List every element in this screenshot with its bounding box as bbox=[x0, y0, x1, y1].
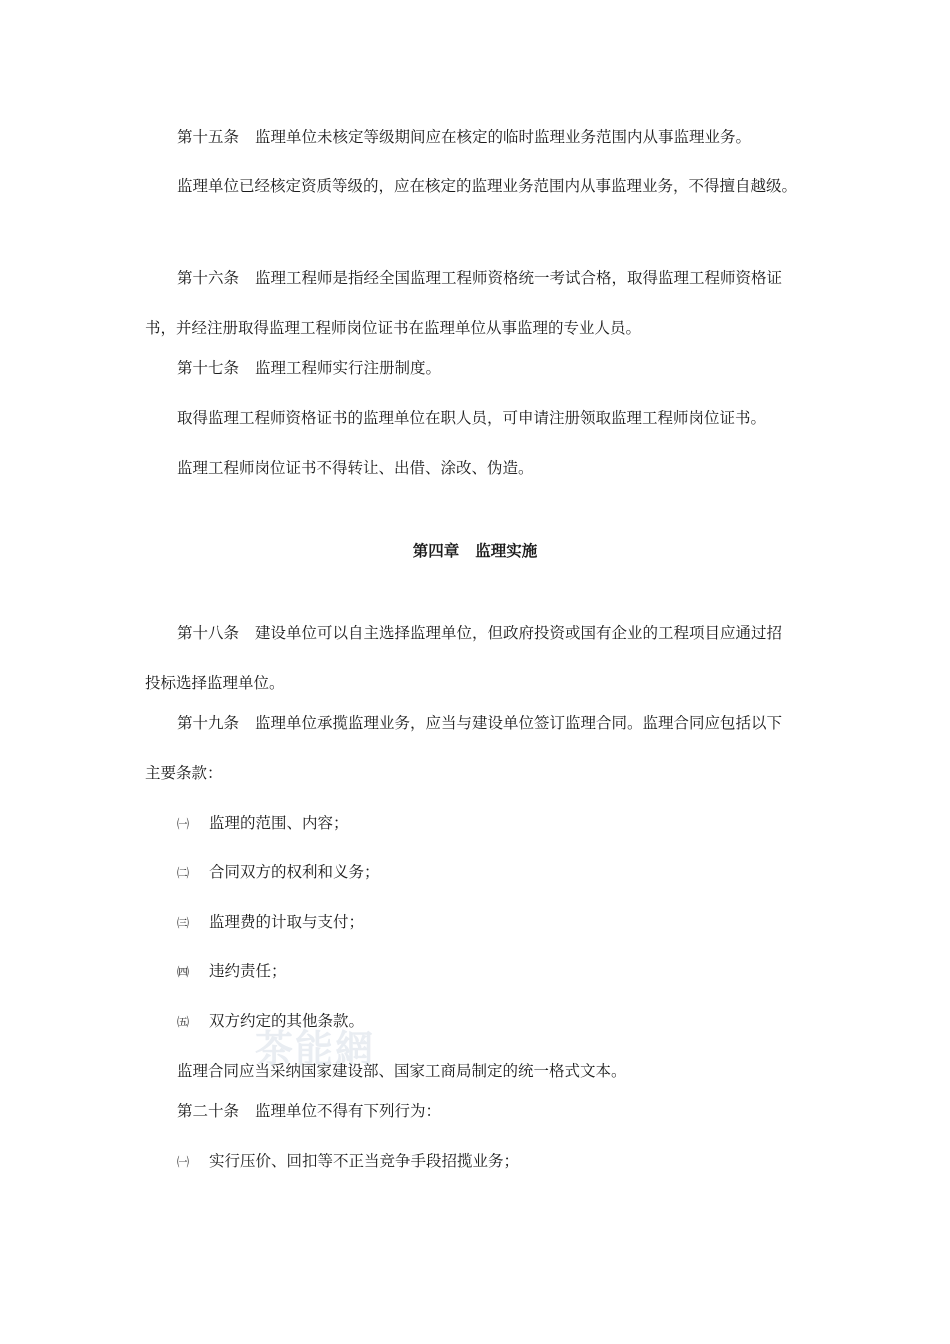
article-16 bbox=[177, 268, 782, 288]
article-15-text: 监理单位未核定等级期间应在核定的临时监理业务范围内从事监理业务。 bbox=[255, 128, 752, 146]
list-item bbox=[177, 813, 349, 834]
list-item-text: 合同双方的权利和义务； bbox=[209, 863, 380, 881]
list-item-text: 监理的范围、内容； bbox=[209, 814, 349, 832]
list-item bbox=[177, 1011, 364, 1032]
article-20-text: 监理单位不得有下列行为： bbox=[255, 1102, 442, 1120]
list-item-text: 违约责任； bbox=[209, 962, 287, 980]
list-item bbox=[177, 862, 380, 883]
article-16-label: 第十六条 bbox=[177, 269, 240, 287]
list-item-number: ㈣ bbox=[177, 965, 190, 979]
list-item-number: ㈡ bbox=[177, 866, 190, 880]
article-20-label: 第二十条 bbox=[177, 1102, 240, 1120]
article-17-label: 第十七条 bbox=[177, 359, 240, 377]
article-17 bbox=[177, 358, 441, 378]
article-16-continuation: 书，并经注册取得监理工程师岗位证书在监理单位从事监理的专业人员。 bbox=[145, 319, 642, 337]
list-item-text: 双方约定的其他条款。 bbox=[209, 1012, 365, 1030]
list-item-number: ㈠ bbox=[177, 1155, 190, 1169]
article-19-continuation: 主要条款： bbox=[145, 764, 223, 782]
list-item-number: ㈢ bbox=[177, 916, 190, 930]
list-item-text: 实行压价、回扣等不正当竞争手段招揽业务； bbox=[209, 1152, 520, 1170]
article-20 bbox=[177, 1101, 441, 1121]
list-item-number: ㈠ bbox=[177, 817, 190, 831]
list-item bbox=[177, 1151, 519, 1172]
chapter-label: 第四章 bbox=[412, 541, 460, 560]
list-item bbox=[177, 961, 287, 982]
article-17-paragraph-2: 取得监理工程师资格证书的监理单位在职人员，可申请注册领取监理工程师岗位证书。 bbox=[177, 409, 767, 427]
article-17-paragraph-3: 监理工程师岗位证书不得转让、出借、涂改、伪造。 bbox=[177, 459, 534, 477]
chapter-title: 监理实施 bbox=[475, 541, 538, 560]
article-17-text: 监理工程师实行注册制度。 bbox=[255, 359, 442, 377]
article-19-label: 第十九条 bbox=[177, 714, 240, 732]
article-18 bbox=[177, 623, 782, 643]
article-16-text: 监理工程师是指经全国监理工程师资格统一考试合格，取得监理工程师资格证 bbox=[255, 269, 783, 287]
article-18-text: 建设单位可以自主选择监理单位，但政府投资或国有企业的工程项目应通过招 bbox=[255, 624, 783, 642]
list-item-number: ㈤ bbox=[177, 1015, 190, 1029]
article-18-continuation: 投标选择监理单位。 bbox=[145, 674, 285, 692]
article-18-label: 第十八条 bbox=[177, 624, 240, 642]
list-item-text: 监理费的计取与支付； bbox=[209, 913, 365, 931]
article-19-paragraph-3: 监理合同应当采纳国家建设部、国家工商局制定的统一格式文本。 bbox=[177, 1062, 627, 1080]
article-15-paragraph-2: 监理单位已经核定资质等级的，应在核定的监理业务范围内从事监理业务，不得擅自越级。 bbox=[177, 177, 798, 195]
article-19-text: 监理单位承揽监理业务，应当与建设单位签订监理合同。监理合同应包括以下 bbox=[255, 714, 783, 732]
article-15 bbox=[177, 127, 751, 147]
list-item bbox=[177, 912, 364, 933]
chapter-heading bbox=[0, 541, 950, 561]
article-15-label: 第十五条 bbox=[177, 128, 240, 146]
watermark: 茶能網 bbox=[255, 1026, 376, 1071]
article-19 bbox=[177, 713, 782, 733]
